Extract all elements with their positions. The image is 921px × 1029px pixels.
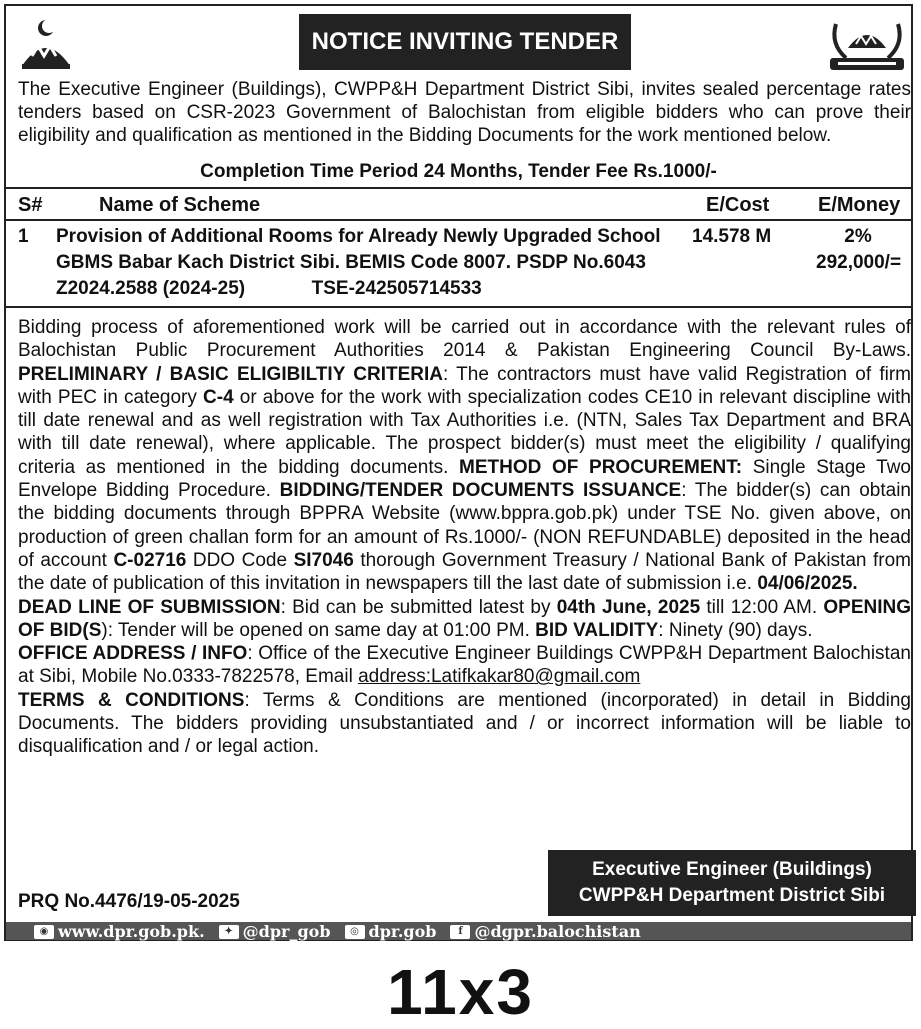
page-title: NOTICE INVITING TENDER [299,14,631,70]
tse-number: TSE-242505714533 [311,278,482,299]
body-text [18,316,911,759]
heading-terms: TERMS & CONDITIONS [18,689,245,711]
scheme-line [56,276,696,302]
body-part: : Office of the Executive Engineer Buildings CWPP&H Department Balochistan at Sibi, Mobile No.0333-7822578, Email [18,643,911,688]
submission-date: 04th June, 2025 [556,596,701,618]
footer-facebook[interactable] [450,922,640,941]
last-date: 04/06/2025. [757,573,858,595]
body-part: ): Tender will be opened on same day at 01:00 PM. [101,619,536,641]
psdp-code: Z2024.2588 (2024-25) [56,278,246,299]
website-text: www.dpr.gob.pk. [58,921,205,941]
signature-block [548,850,916,916]
pec-category: C-4 [203,386,234,408]
scheme-line: GBMS Babar Kach District Sibi. BEMIS Code 8007. PSDP No.6043 [56,252,646,273]
estimated-cost: 14.578 M [692,226,772,247]
ad-size-label: 11x3 [387,956,534,1028]
instagram-text: dpr.gob [368,921,437,941]
body-part: : Ninety (90) days. [658,619,813,641]
heading-method: METHOD OF PROCUREMENT: [459,456,743,478]
scheme-line: Provision of Additional Rooms for Already Newly Upgraded School [56,226,661,247]
heading-opening: OPENING OF BID(S [18,596,911,641]
signatory-title: Executive Engineer (Buildings) [592,859,872,880]
heading-office: OFFICE ADDRESS / INFO [18,643,248,665]
heading-issuance: BIDDING/TENDER DOCUMENTS ISSUANCE [279,480,682,502]
body-part: : The contractors must have valid Registration of firm with PEC in category [18,363,911,408]
signatory-department: CWPP&H Department District Sibi [578,885,886,906]
completion-line: Completion Time Period 24 Months, Tender Fee Rs.1000/- [200,161,717,182]
header-money: E/Money [818,194,901,216]
body-part: Single Stage Two Envelope Bidding Procedure. [18,456,912,502]
balochistan-emblem-icon [16,16,76,74]
prq-number: PRQ No.4476/19-05-2025 [18,891,240,912]
twitter-icon: ✦ [219,925,239,939]
footer-instagram[interactable] [345,922,437,941]
body-part: : Bid can be submitted latest by [280,596,557,618]
body-part: or above for the work with specialization codes CE10 in relevant discipline with till date renewal and as well registration with Tax Authorities i.e. (NTN, Sales Tax Department and BRA with till date renewal), where applicable. The prospect bidder(s) must meet the eligibility / qualifying criteria as mentioned in the bidding documents. [18,386,911,478]
globe-icon: ◉ [34,925,54,939]
body-part: : The bidder(s) can obtain the bidding documents through BPPRA Website (www.bppra.gob.pk) under TSE No. given above, on production of green challan form for an amount of Rs.1000/- (NON REFUNDABLE) deposited in the head of account [18,480,911,571]
ddo-code: SI7046 [293,549,354,571]
intro-paragraph: The Executive Engineer (Buildings), CWPP&H Department District Sibi, invites sealed percentage rates tenders based on CSR-2023 Government of Balochistan from eligible bidders who can prove their eligibility and qualification as mentioned in the Bidding Documents for the work mentioned below. [18,79,911,146]
body-part: DDO Code [186,549,294,571]
instagram-icon: ◎ [345,925,365,939]
divider [6,219,911,221]
divider [6,306,911,308]
footer-website[interactable] [34,922,205,941]
money-amount: 292,000/= [816,252,902,273]
heading-validity: BID VALIDITY [535,619,659,641]
money-percent: 2% [844,226,872,247]
heading-deadline: DEAD LINE OF SUBMISSION [18,596,281,618]
earnest-money [816,224,900,276]
row-sno: 1 [18,226,29,247]
facebook-icon: f [450,925,470,939]
body-part: thorough Government Treasury / National Bank of Pakistan from the date of publication of this invitation in newspapers till the last date of submission i.e. [18,549,911,595]
body-part: Bidding process of aforementioned work will be carried out in accordance with the relevant rules of Balochistan Public Procurement Authorities 2014 & Pakistan Engineering Council By-Laws. [18,317,911,362]
twitter-text: @dpr_gob [242,921,331,941]
footer-twitter[interactable] [219,922,331,941]
header-cost: E/Cost [706,194,770,216]
heading-eligibility: PRELIMINARY / BASIC ELIGIBILTIY CRITERIA [18,363,443,385]
department-crest-icon [824,18,910,74]
header-scheme: Name of Scheme [99,194,261,216]
body-part: till 12:00 AM. [700,596,824,618]
email-link[interactable]: address:Latifkakar80@gmail.com [358,666,641,688]
body-part: : Terms & Conditions are mentioned (incorporated) in detail in Bidding Documents. The bidders providing unsubstantiated and / or incorrect information will be liable to disqualification and / or legal action. [18,689,912,758]
account-code: C-02716 [113,549,187,571]
tender-notice [4,4,913,941]
header-sno: S# [18,194,43,216]
divider [6,187,911,189]
footer-bar [6,922,911,940]
facebook-text: @dgpr.balochistan [474,921,641,941]
scheme-name [56,224,696,302]
